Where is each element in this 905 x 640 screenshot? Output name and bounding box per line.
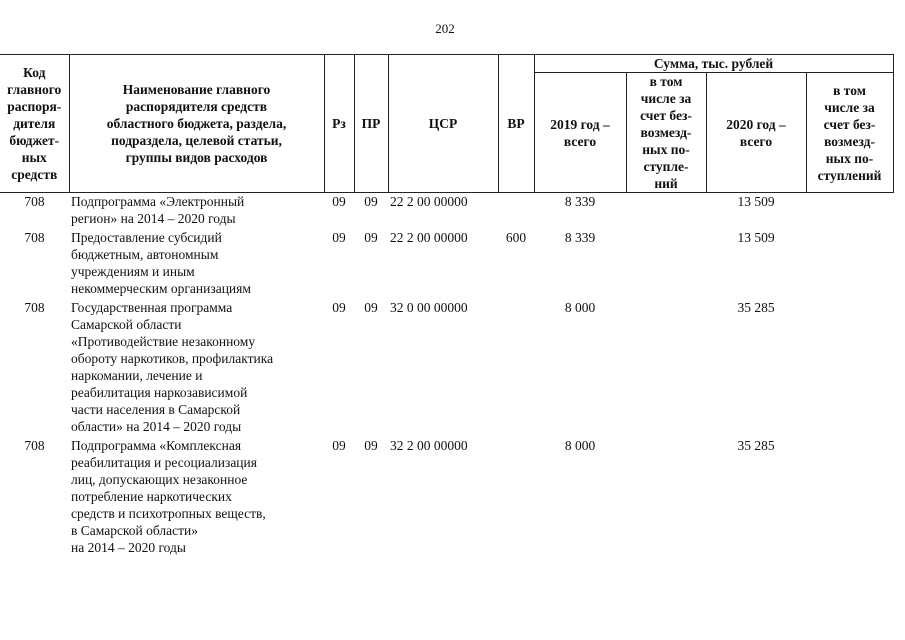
cell-name-line: на 2014 – 2020 годы (71, 540, 186, 555)
cell-incl-2019 (626, 437, 706, 556)
header-code (0, 55, 69, 193)
cell-code: 708 (24, 300, 45, 315)
header-code-line: дителя (13, 116, 56, 131)
cell-code: 708 (24, 230, 45, 245)
header-incl-2020-line: счет без- (823, 116, 876, 132)
cell-code: 708 (24, 438, 45, 453)
cell-name-line: реабилитация и ресоциализация (71, 455, 257, 470)
cell-vr: 600 (505, 230, 527, 245)
header-total-2020 (706, 73, 806, 193)
page-number: 202 (435, 21, 455, 36)
cell-name-line: наркомании, лечение и (71, 368, 203, 383)
header-code-line: Код (23, 65, 46, 80)
cell-name-line: бюджетным, автономным (71, 247, 219, 262)
header-incl-2020-line: возмезд- (824, 133, 875, 149)
header-name-line: группы видов расходов (125, 150, 268, 165)
cell-name (69, 437, 324, 556)
header-total-2020-line: всего (739, 133, 773, 149)
cell-code: 708 (24, 194, 45, 209)
cell-total-2020: 13 509 (737, 230, 775, 245)
cell-incl-2019 (626, 229, 706, 299)
cell-csr: 22 2 00 00000 (390, 230, 468, 245)
header-incl-2020-line: в том (833, 82, 866, 98)
header-incl-2019-line: в том (649, 74, 683, 89)
cell-pr: 09 (364, 300, 378, 315)
cell-csr: 22 2 00 00000 (390, 194, 468, 209)
header-incl-2020 (806, 73, 893, 193)
cell-rz: 09 (332, 438, 346, 453)
cell-incl-2019 (626, 299, 706, 437)
cell-pr: 09 (364, 230, 378, 245)
header-pr: ПР (354, 55, 388, 193)
cell-total-2020: 35 285 (737, 300, 775, 315)
header-code-line: средств (11, 167, 58, 182)
cell-total-2020: 13 509 (737, 194, 775, 209)
header-total-2019-line: 2019 год – (550, 116, 610, 132)
table-row (0, 437, 893, 556)
cell-csr: 32 0 00 00000 (390, 300, 468, 315)
cell-name-line: Предоставление субсидий (71, 230, 222, 245)
table-row (0, 299, 893, 437)
header-name-line: Наименование главного (122, 82, 271, 97)
cell-rz: 09 (332, 194, 346, 209)
header-name-line: областного бюджета, раздела, (106, 116, 287, 131)
table-row (0, 193, 893, 230)
header-incl-2020-line: ступлений (817, 167, 882, 183)
cell-name (69, 193, 324, 230)
cell-incl-2020 (806, 193, 893, 230)
cell-vr (498, 193, 534, 230)
header-incl-2019-line: числе за (640, 91, 692, 106)
table-row (0, 229, 893, 299)
cell-total-2019: 8 339 (564, 194, 596, 209)
cell-name-line: учреждениям и иным (71, 264, 195, 279)
cell-name-line: средств и психотропных веществ, (71, 506, 266, 521)
cell-name-line: регион» на 2014 – 2020 годы (71, 211, 236, 226)
cell-rz: 09 (332, 230, 346, 245)
cell-csr: 32 2 00 00000 (390, 438, 468, 453)
cell-total-2019: 8 000 (564, 438, 596, 453)
cell-rz: 09 (332, 300, 346, 315)
cell-name-line: лиц, допускающих незаконное (71, 472, 248, 487)
header-incl-2019-line: счет без- (640, 108, 692, 123)
header-rz: Рз (324, 55, 354, 193)
cell-vr (498, 437, 534, 556)
header-code-line: распоря- (7, 99, 62, 114)
header-code-line: бюджет- (9, 133, 60, 148)
header-incl-2020-line: ных по- (825, 150, 874, 166)
cell-name-line: реабилитация наркозависимой (71, 385, 248, 400)
cell-name-line: Самарской области (71, 317, 182, 332)
header-sum-group: Сумма, тыс. рублей (534, 55, 893, 73)
cell-pr: 09 (364, 194, 378, 209)
header-vr: ВР (498, 55, 534, 193)
cell-incl-2019 (626, 193, 706, 230)
cell-total-2019: 8 339 (564, 230, 596, 245)
header-name (69, 55, 324, 193)
header-incl-2020-line: числе за (824, 99, 875, 115)
header-incl-2019 (626, 73, 706, 193)
cell-name-line: потребление наркотических (71, 489, 232, 504)
cell-total-2019: 8 000 (564, 300, 596, 315)
cell-name-line: обороту наркотиков, профилактика (71, 351, 274, 366)
cell-name-line: в Самарской области» (71, 523, 199, 538)
cell-name-line: некоммерческим организациям (71, 281, 251, 296)
cell-name-line: «Противодействие незаконному (71, 334, 256, 349)
header-name-line: распорядителя средств (125, 99, 268, 114)
header-incl-2019-line: ступле- (643, 159, 689, 174)
cell-name (69, 229, 324, 299)
header-total-2019 (534, 73, 626, 193)
cell-name (69, 299, 324, 437)
cell-vr (498, 299, 534, 437)
cell-pr: 09 (364, 438, 378, 453)
cell-name-line: Государственная программа (71, 300, 233, 315)
cell-name-line: Подпрограмма «Электронный (71, 194, 245, 209)
header-total-2020-line: 2020 год – (726, 116, 786, 132)
budget-table (0, 54, 894, 556)
header-incl-2019-line: возмезд- (640, 125, 692, 140)
header-code-line: главного (7, 82, 62, 97)
cell-incl-2020 (806, 299, 893, 437)
header-incl-2019-line: ний (654, 176, 678, 191)
cell-total-2020: 35 285 (737, 438, 775, 453)
cell-incl-2020 (806, 437, 893, 556)
cell-name-line: области» на 2014 – 2020 годы (71, 419, 242, 434)
header-csr: ЦСР (388, 55, 498, 193)
cell-name-line: Подпрограмма «Комплексная (71, 438, 242, 453)
header-code-line: ных (21, 150, 47, 165)
cell-name-line: части населения в Самарской (71, 402, 241, 417)
cell-incl-2020 (806, 229, 893, 299)
header-incl-2019-line: ных по- (642, 142, 690, 157)
header-total-2019-line: всего (563, 133, 597, 149)
header-name-line: подраздела, целевой статьи, (111, 133, 282, 148)
